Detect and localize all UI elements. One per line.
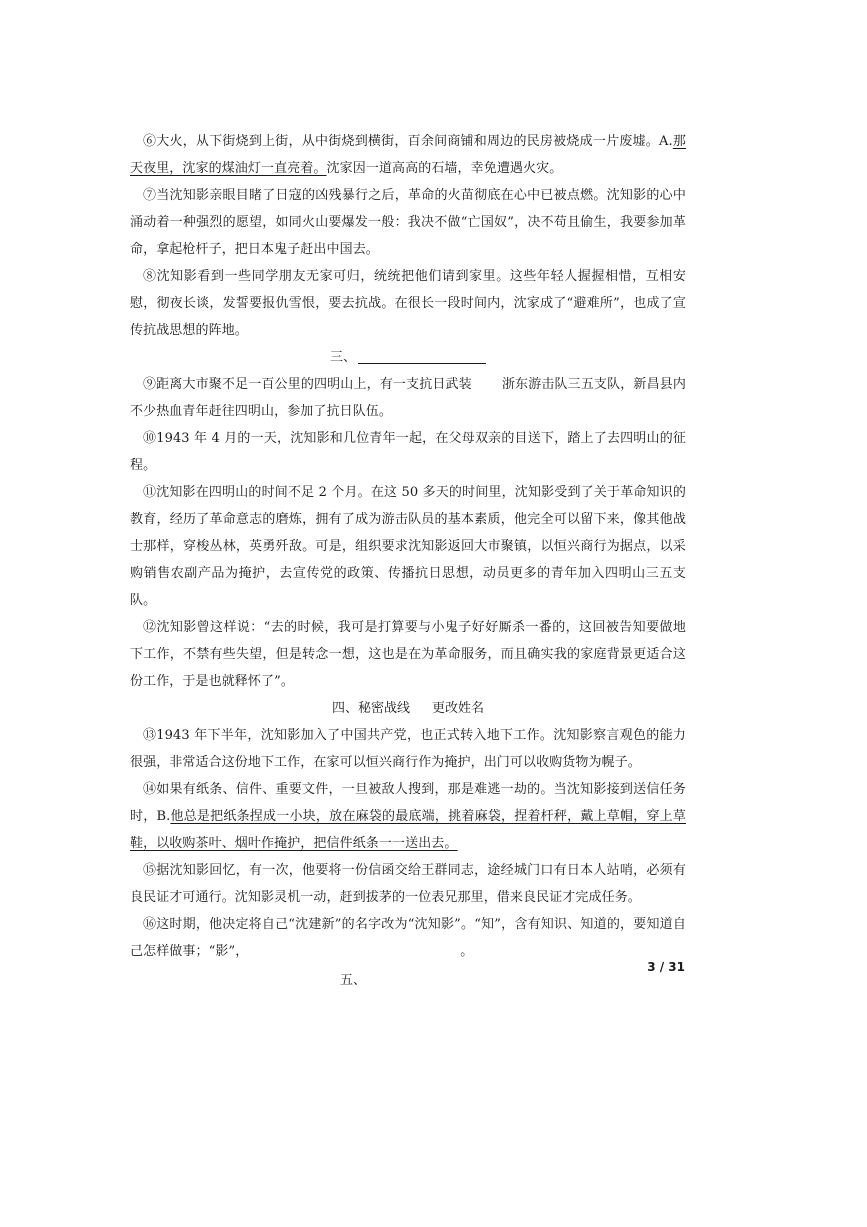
paragraph-11: ⑪沈知影在四明山的时间不足 2 个月。在这 50 多天的时间里，沈知影受到了关于革命知识的教育，经历了革命意志的磨炼，拥有了成为游击队员的基本素质，他完全可以留下来，像其他战士那样，穿梭丛林，英勇歼敌。可是，组织要求沈知影返回大市聚镇，以恒兴商行为据点，以采购销售农副产品为掩护，去宣传党的政策、传播抗日思想，动员更多的青年加入四明山三五支队。 — [130, 485, 686, 608]
page-number: 3 / 31 — [647, 960, 685, 974]
paragraph-6-tail: 沈家因一道高高的石墙，幸免遭遇火灾。 — [326, 161, 563, 176]
section-heading-5: 五、 — [340, 973, 367, 988]
mark-a-label: A. — [659, 134, 673, 149]
paragraph-15: ⑮据沈知影回忆，有一次，他要将一份信函交给王群同志，途经城门口有日本人站哨，必须有良民证才可通行。沈知影灵机一动，赶到拔茅的一位表兄那里，借来良民证才完成任务。 — [130, 863, 686, 905]
paragraph-6 — [130, 128, 686, 182]
paragraph-14-text: ⑭如果有纸条、信件、重要文件，一旦被敌人搜到，那是难逃一劫的。当沈知影接到送信任务时， — [130, 782, 686, 824]
paragraph-16-text: ⑯这时期，他决定将自己“沈建新”的名字改为“沈知影”。“知”，含有知识、知道的，要知道自己怎样做事；“影”， — [130, 917, 686, 959]
paragraph-16 — [130, 911, 686, 965]
paragraph-9 — [130, 371, 686, 425]
paragraph-12: ⑫沈知影曾这样说：“去的时候，我可是打算要与小鬼子好好厮杀一番的，这回被告知要做地下工作，不禁有些失望，但是转念一想，这也是在为革命服务，而且确实我的家庭背景更适合这份工作，于是也就释怀了”。 — [130, 620, 686, 689]
section-4-title-b: 更改姓名 — [432, 701, 485, 716]
article-body — [130, 128, 686, 994]
paragraph-7: ⑦当沈知影亲眼目睹了日寇的凶残暴行之后，革命的火苗彻底在心中已被点燃。沈知影的心中涌动着一种强烈的愿望，如同火山要爆发一般：我决不做“亡国奴”，决不苟且偷生，我要参加革命，拿起枪杆子，把日本鬼子赶出中国去。 — [130, 188, 686, 257]
mark-b-label: B. — [156, 809, 171, 824]
paragraph-6-text: ⑥大火，从下街烧到上街，从中街烧到横街，百余间商铺和周边的民房被烧成一片废墟。 — [143, 134, 660, 149]
underlined-sentence-b: 他总是把纸条捏成一小块，放在麻袋的最底端，挑着麻袋，捏着杆秤，戴上草帽，穿上草鞋，以收购茶叶、烟叶作掩护，把信件纸条一一送出去。 — [130, 809, 687, 851]
section-heading-3 — [130, 344, 686, 371]
underlined-sentence-a: 那天夜里，沈家的煤油灯一直亮着。 — [130, 134, 686, 176]
paragraph-13: ⑬1943 年下半年，沈知影加入了中国共产党，也正式转入地下工作。沈知影察言观色的能力很强，非常适合这份地下工作，在家可以恒兴商行作为掩护，出门可以收购货物为幌子。 — [130, 728, 686, 770]
section-4-title-a: 四、秘密战线 — [331, 701, 410, 716]
paragraph-8: ⑧沈知影看到一些同学朋友无家可归，统统把他们请到家里。这些年轻人握握相惜，互相安慰，彻夜长谈，发誓要报仇雪恨，要去抗战。在很长一段时间内，沈家成了“避难所”，也成了宣传抗战思想的阵地。 — [130, 269, 686, 338]
fill-in-blank-heading — [358, 351, 486, 364]
section-3-number: 三、 — [329, 350, 356, 365]
paragraph-9-part-a: ⑨距离大市聚不足一百公里的四明山上，有一支抗日武装 — [143, 377, 472, 392]
paragraph-16-end: 。 — [460, 944, 474, 959]
paragraph-14 — [130, 776, 686, 857]
paragraph-10: ⑩1943 年 4 月的一天，沈知影和几位青年一起，在父母双亲的目送下，踏上了去四明山的征程。 — [130, 431, 686, 473]
paragraph-9-part-b: 浙东游击队三五支队，新昌县内不少热血青年赶往四明山，参加了抗日队伍。 — [130, 377, 686, 419]
section-heading-4 — [130, 695, 686, 722]
